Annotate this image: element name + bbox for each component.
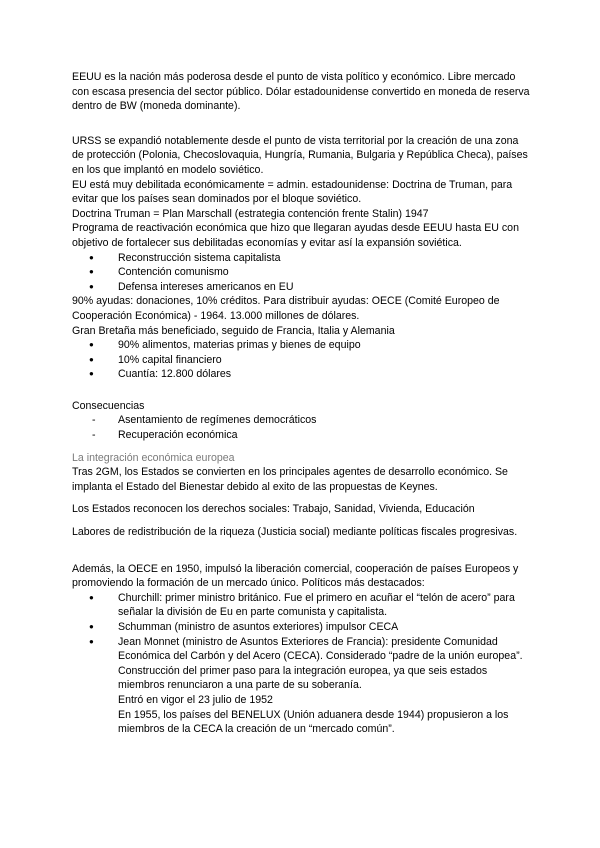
list-item: ● Churchill: primer ministro británico. Fue el primero en acuñar el “telón de acero” para señalar la división de Eu en parte comunista y capitalista. <box>72 591 532 620</box>
list-objetivos <box>72 251 532 295</box>
monnet-detail: En 1955, los países del BENELUX (Unión aduanera desde 1944) propusieron a los miembros de la CECA la creación de un “mercado común”. <box>118 708 509 736</box>
list-item: ● Schumman (ministro de asuntos exteriores) impulsor CECA <box>72 620 532 635</box>
consecuencias-title: Consecuencias <box>72 399 145 412</box>
list-politicos <box>72 591 532 664</box>
list-item: ● Jean Monnet (ministro de Asuntos Exteriores de Francia): presidente Comunidad Económica del Carbón y del Acero (CECA). Considerado “padre de la unión europea”. <box>72 635 532 664</box>
paragraph-oece: Además, la OECE en 1950, impulsó la liberación comercial, cooperación de países Europeos y promoviendo la formación de un mercado único. Políticos más destacados: <box>72 562 519 590</box>
monnet-detail: Construcción del primer paso para la integración europea, ya que seis estados miembros renunciaron a una parte de su soberanía. <box>118 664 488 692</box>
paragraph-ayudas: 90% ayudas: donaciones, 10% créditos. Para distribuir ayudas: OECE (Comité Europeo de Cooperación Económica) - 1964. 13.000 millones de dólares. <box>72 295 500 322</box>
document-page <box>72 70 532 737</box>
list-consecuencias <box>72 413 532 442</box>
list-item: ● 10% capital financiero <box>72 353 532 368</box>
paragraph-redistribucion: Labores de redistribución de la riqueza (Justicia social) mediante políticas fiscales progresivas. <box>72 526 518 539</box>
list-item: ● Defensa intereses americanos en EU <box>72 280 532 295</box>
list-item: ● 90% alimentos, materias primas y bienes de equipo <box>72 338 532 353</box>
list-item: ● Contención comunismo <box>72 265 532 280</box>
list-item: - Asentamiento de regímenes democráticos <box>72 413 532 428</box>
paragraph-programa: Programa de reactivación económica que hizo que llegaran ayudas desde EEUU hasta EU con objetivo de fortalecer sus debilitadas economías y evitar así la expansión soviética. <box>72 222 519 249</box>
paragraph-eu-debilitada: EU está muy debilitada económicamente = admin. estadounidense: Doctrina de Truman, para evitar que los países sean dominados por el bloque soviético. <box>72 178 513 206</box>
paragraph-tras-2gm: Tras 2GM, los Estados se convierten en los principales agentes de desarrollo económico. Se implanta el Estado del Bienestar debido al exito de las propuestas de Keynes. <box>72 466 508 493</box>
list-item: - Recuperación económica <box>72 428 532 443</box>
paragraph-doctrina-truman: Doctrina Truman = Plan Marschall (estrategia contención frente Stalin) 1947 <box>72 207 429 220</box>
list-item: ● Reconstrucción sistema capitalista <box>72 251 532 266</box>
section-heading: La integración económica europea <box>72 451 235 464</box>
list-ayudas <box>72 338 532 382</box>
paragraph-eeuu: EEUU es la nación más poderosa desde el punto de vista político y económico. Libre mercado con escasa presencia del sector público. Dólar estadounidense convertido en moneda de reserva dentro de BW (moneda dominante). <box>72 71 530 113</box>
paragraph-urss: URSS se expandió notablemente desde el punto de vista territorial por la creación de una zona de protección (Polonia, Checoslovaquia, Hungría, Rumania, Bulgaria y República Checa), países en los que implantó en modelo soviético. <box>72 134 528 176</box>
list-item: ● Cuantía: 12.800 dólares <box>72 367 532 382</box>
paragraph-derechos: Los Estados reconocen los derechos sociales: Trabajo, Sanidad, Vivienda, Educación <box>72 503 475 516</box>
paragraph-beneficiados: Gran Bretaña más beneficiado, seguido de Francia, Italia y Alemania <box>72 324 395 337</box>
monnet-detail: Entró en vigor el 23 julio de 1952 <box>118 693 273 706</box>
